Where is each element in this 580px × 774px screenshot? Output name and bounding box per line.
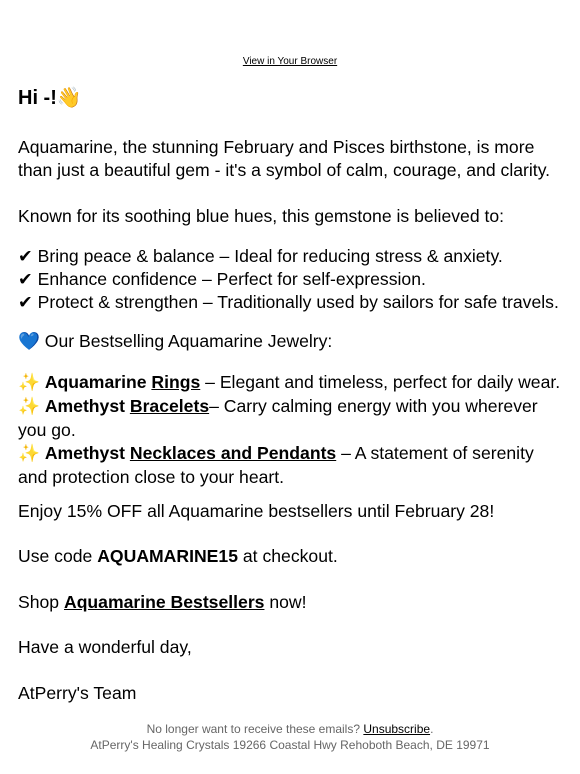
shop-prefix: Shop bbox=[18, 592, 64, 612]
signoff: Have a wonderful day, bbox=[18, 637, 192, 657]
benefit-item: ✔ Enhance confidence – Perfect for self-expression. bbox=[18, 269, 426, 289]
product-item bbox=[18, 371, 566, 395]
unsubscribe-link[interactable]: Unsubscribe bbox=[363, 722, 431, 736]
greeting bbox=[18, 84, 82, 111]
sparkles-icon: ✨ bbox=[18, 373, 40, 393]
code-prefix: Use code bbox=[18, 546, 98, 566]
code-suffix: at checkout. bbox=[238, 546, 338, 566]
product-stone: Amethyst bbox=[44, 396, 125, 416]
benefit-item: ✔ Protect & strengthen – Traditionally used by sailors for safe travels. bbox=[18, 292, 559, 312]
rings-link[interactable]: Rings bbox=[151, 372, 201, 392]
product-description: – A statement of serenity and protection close to your heart. bbox=[18, 443, 534, 487]
bestselling-heading bbox=[18, 330, 566, 354]
sparkles-icon: ✨ bbox=[18, 444, 40, 464]
unsubscribe-row bbox=[0, 721, 580, 737]
intro-paragraph: Aquamarine, the stunning February and Pisces birthstone, is more than just a beautiful gem - it's a symbol of calm, courage, and clarity. bbox=[18, 137, 551, 180]
waving-hand-icon: 👋 bbox=[56, 85, 82, 109]
sparkles-icon: ✨ bbox=[18, 397, 40, 417]
view-in-browser-link[interactable]: View in Your Browser bbox=[242, 56, 338, 67]
shop-paragraph bbox=[18, 591, 566, 614]
known-for-paragraph: Known for its soothing blue hues, this gemstone is believed to: bbox=[18, 206, 505, 226]
greeting-text: Hi -! bbox=[18, 87, 57, 109]
product-stone: Amethyst bbox=[44, 443, 125, 463]
bracelets-link[interactable]: Bracelets bbox=[129, 396, 210, 416]
product-item bbox=[18, 395, 566, 442]
benefits-list bbox=[18, 245, 566, 314]
product-stone: Aquamarine bbox=[44, 372, 147, 392]
unsubscribe-suffix: . bbox=[430, 722, 434, 736]
necklaces-pendants-link[interactable]: Necklaces and Pendants bbox=[129, 443, 337, 463]
footer-address: AtPerry's Healing Crystals 19266 Coastal Hwy Rehoboth Beach, DE 19971 bbox=[90, 738, 490, 752]
code-paragraph bbox=[18, 545, 566, 568]
product-description: – Carry calming energy with you wherever you go. bbox=[18, 396, 538, 440]
product-description: – Elegant and timeless, perfect for daily wear. bbox=[200, 372, 561, 392]
view-in-browser-row bbox=[0, 56, 580, 67]
unsubscribe-prefix: No longer want to receive these emails? bbox=[146, 722, 364, 736]
products-list bbox=[18, 371, 566, 489]
benefit-item: ✔ Bring peace & balance – Ideal for reducing stress & anxiety. bbox=[18, 246, 503, 266]
shop-suffix: now! bbox=[264, 592, 307, 612]
blue-heart-icon: 💙 bbox=[18, 332, 40, 352]
offer-paragraph: Enjoy 15% OFF all Aquamarine bestsellers until February 28! bbox=[18, 501, 495, 521]
aquamarine-bestsellers-link[interactable]: Aquamarine Bestsellers bbox=[63, 592, 265, 612]
bestselling-heading-text: Our Bestselling Aquamarine Jewelry: bbox=[39, 331, 333, 351]
promo-code: AQUAMARINE15 bbox=[97, 546, 238, 566]
product-item bbox=[18, 442, 566, 489]
team-signature: AtPerry's Team bbox=[18, 683, 137, 703]
